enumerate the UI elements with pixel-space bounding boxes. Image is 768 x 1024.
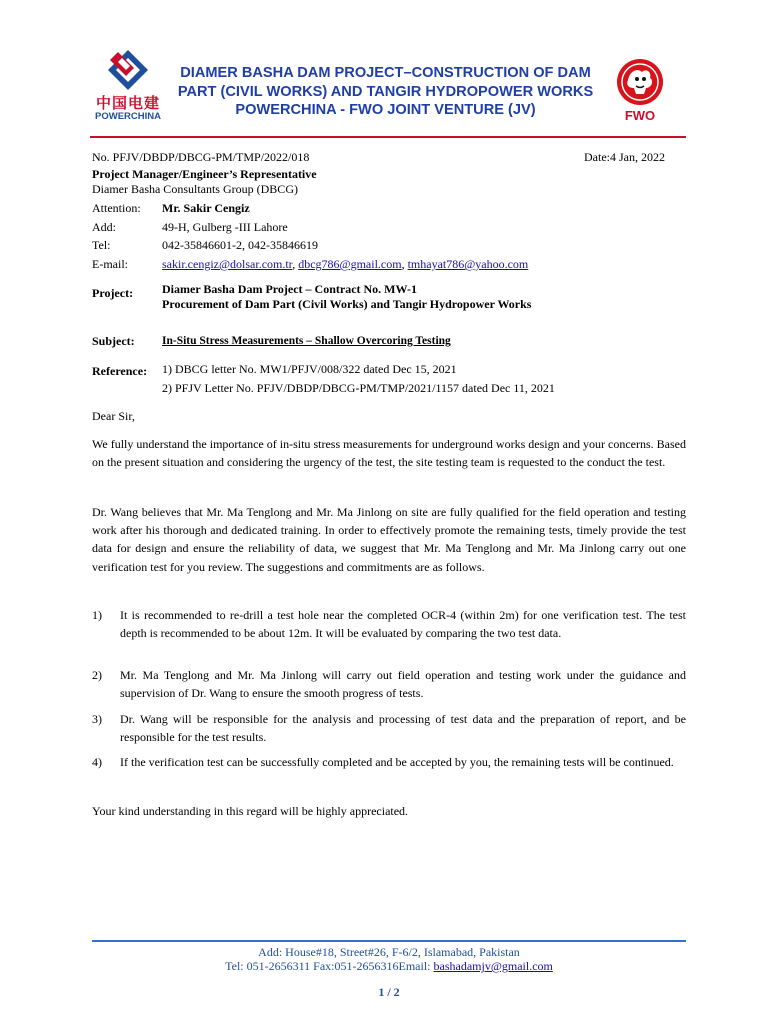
powerchina-logo-cn-text: 中国电建 [95,94,160,112]
tel-label: Tel: [92,238,111,252]
email-label: E-mail: [92,257,128,271]
address-label: Add: [92,220,116,234]
powerchina-logo-icon [104,48,152,92]
list-item-number: 1) [92,608,102,622]
email-separator: , [401,257,408,271]
email-link[interactable]: tmhayat786@yahoo.com [407,257,529,271]
project-label: Project: [92,286,134,300]
fwo-emblem-icon [616,58,664,106]
subject-label: Subject: [92,334,135,348]
letterhead-title [168,64,603,120]
project-line: Diamer Basha Dam Project – Contract No. MW-1 [162,282,418,296]
powerchina-logo-en-text: POWERCHINA [95,111,161,122]
attention-value: Mr. Sakir Cengiz [162,201,250,215]
addressee-title: Project Manager/Engineer’s Representative [92,167,317,181]
list-item-number: 4) [92,755,102,769]
email-link[interactable]: dbcg786@gmail.com [298,257,402,271]
footer-email-link[interactable]: bashadamjv@gmail.com [433,959,553,973]
attention-label: Attention: [92,201,141,215]
list-item-number: 3) [92,712,102,726]
subject-value: In-Situ Stress Measurements – Shallow Overcoring Testing [162,335,451,347]
tel-value: 042-35846601-2, 042-35846619 [162,238,318,252]
list-item-text: If the verification test can be successfully completed and be accepted by you, the remaining tests will be continued. [120,755,674,769]
salutation: Dear Sir, [92,409,135,423]
body-paragraph: Dr. Wang believes that Mr. Ma Tenglong and Mr. Ma Jinlong on site are fully qualified for the field operation and testing work after his thorough and dedicated training. In order to effectively promote the remaining tests, timely provide the test data for design and ensure the reliability of data, we suggest that Mr. Ma Tenglong and Mr. Ma Jinlong carry out one verification test for you review. The suggestions and commitments are as follows. [92,505,686,574]
email-link[interactable]: sakir.cengiz@dolsar.com.tr [162,257,293,271]
body-paragraph: We fully understand the importance of in-situ stress measurements for underground works design and your concerns. Based on the present situation and considering the urgency of the test, the site testing team is requested to the conduct the test. [92,437,686,470]
letterhead-title-line: PART (CIVIL WORKS) AND TANGIR HYDROPOWER WORKS [177,83,594,100]
powerchina-logo [92,48,164,124]
email-list [162,257,528,272]
closing-sentence: Your kind understanding in this regard will be highly appreciated. [92,804,409,818]
letter-date: Date:4 Jan, 2022 [584,150,665,164]
footer-divider [92,940,686,942]
email-separator: , [292,257,299,271]
list-item-text: Mr. Ma Tenglong and Mr. Ma Jinlong will carry out field operation and testing work under the guidance and supervision of Dr. Wang to ensure the smooth progress of tests. [120,668,686,701]
letterhead-title-line: DIAMER BASHA DAM PROJECT–CONSTRUCTION OF DAM [180,65,591,81]
list-item-text: It is recommended to re-drill a test hole near the completed OCR-4 (within 2m) for one verification test. The test depth is recommended to be about 12m. It will be evaluated by comparing the two test data. [120,608,686,641]
letterhead [0,0,768,140]
page-number: 1 / 2 [378,985,400,999]
fwo-logo-text: FWO [624,108,656,123]
footer-contact-text: Tel: 051-2656311 Fax:051-2656316Email: [225,959,434,973]
footer-contact [92,959,686,973]
header-divider [90,136,686,138]
list-item-text: Dr. Wang will be responsible for the analysis and processing of test data and the preparation of report, and be responsible for the test results. [120,712,686,745]
reference-item: 1) DBCG letter No. MW1/PFJV/008/322 dated Dec 15, 2021 [162,362,457,376]
project-line: Procurement of Dam Part (Civil Works) and Tangir Hydropower Works [162,297,532,311]
reference-item: 2) PFJV Letter No. PFJV/DBDP/DBCG-PM/TMP/2021/1157 dated Dec 11, 2021 [162,381,555,395]
list-item-number: 2) [92,668,102,682]
reference-number: No. PFJV/DBDP/DBCG-PM/TMP/2022/018 [92,150,310,164]
letterhead-title-line: POWERCHINA - FWO JOINT VENTURE (JV) [235,102,536,118]
address-value: 49-H, Gulberg -III Lahore [162,220,288,234]
reference-label: Reference: [92,364,148,378]
fwo-logo [612,58,668,126]
footer-address: Add: House#18, Street#26, F-6/2, Islamabad, Pakistan [258,945,520,959]
addressee-organization: Diamer Basha Consultants Group (DBCG) [92,182,298,196]
